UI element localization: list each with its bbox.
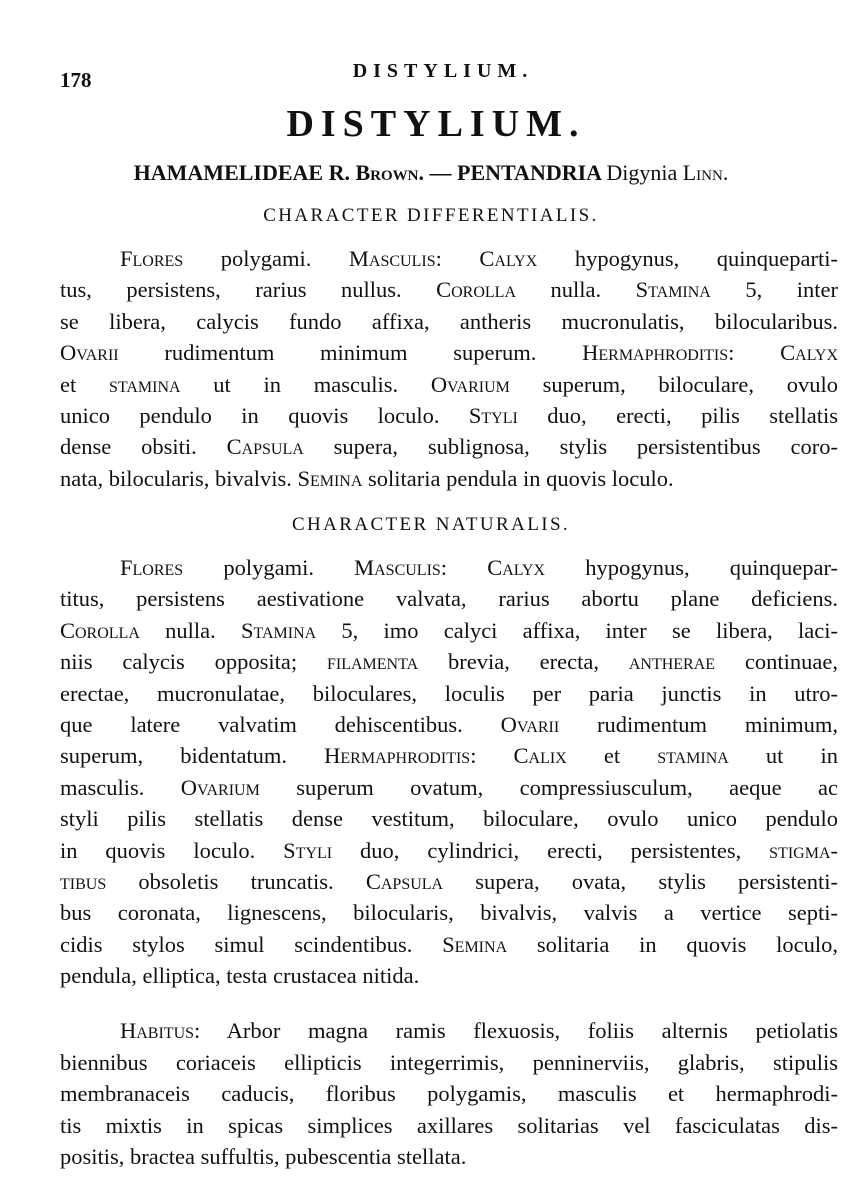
text-run: 5, inter [710, 277, 838, 303]
text-run: superum, bidentatum. [60, 743, 325, 769]
term-smallcaps: Semina [297, 465, 363, 491]
text-line [60, 243, 838, 274]
text-line [60, 400, 838, 431]
text-run: hypogynus, quinqueparti- [537, 246, 838, 271]
term-smallcaps: Hermaphroditis [582, 340, 729, 366]
text-line [60, 1078, 838, 1110]
term-smallcaps: Stamina [240, 617, 317, 643]
text-line [60, 835, 838, 866]
text-run: rudimentum minimum, [559, 711, 838, 737]
term-smallcaps: Calyx [780, 340, 838, 366]
order-author: Linn. [682, 160, 729, 185]
separator-dash: — [429, 160, 452, 185]
text-run: masculis. [60, 774, 181, 800]
term-smallcaps: Corolla [436, 277, 517, 303]
text-run: supera, ovata, stylis persistenti- [443, 868, 838, 894]
linnaean-order: Digynia [606, 160, 678, 185]
text-line [60, 929, 838, 960]
text-run: que latere valvatim dehiscentibus. [60, 711, 501, 737]
linnaean-class: PENTANDRIA [457, 160, 601, 185]
text-run: : [470, 743, 514, 769]
term-smallcaps: Ovarium [180, 774, 260, 800]
text-line [60, 274, 838, 305]
text-run: continuae, [715, 649, 838, 675]
text-run: ut in [728, 743, 838, 769]
text-run: obsoletis truncatis. [106, 868, 366, 894]
text-line [60, 960, 838, 991]
term-smallcaps: stamina [657, 743, 729, 769]
text-line [60, 646, 838, 677]
term-smallcaps: stigma- [769, 837, 838, 863]
text-run: unico pendulo in quovis loculo. [60, 402, 469, 428]
text-run: ut in masculis. [180, 371, 431, 397]
text-run: nulla. [516, 277, 636, 303]
text-run: bus coronata, lignescens, bilocularis, bivalvis, valvis a vertice septi- [60, 900, 838, 926]
text-run: pendula, elliptica, testa crustacea nitida. [60, 963, 420, 989]
text-run: et [566, 743, 658, 769]
text-run: polygami. [183, 555, 355, 580]
text-line [60, 709, 838, 740]
genus-title: DISTYLIUM. [286, 103, 586, 145]
term-smallcaps: Flores [120, 555, 184, 580]
character-differentialis-text [60, 243, 838, 494]
term-smallcaps: Ovarium [430, 371, 510, 397]
term-smallcaps: Ovarii [500, 711, 560, 737]
page-number: 178 [60, 68, 92, 92]
term-smallcaps: antherae [628, 649, 716, 675]
term-smallcaps: Stamina [635, 277, 711, 303]
term-smallcaps: Calix [513, 743, 567, 769]
text-run: cidis stylos simul scindentibus. [60, 931, 443, 957]
term-smallcaps: Flores [120, 246, 184, 271]
text-run: duo, erecti, pilis stellatis [517, 402, 838, 428]
term-smallcaps: Calyx [479, 246, 538, 271]
text-run: 5, imo calyci affixa, inter se libera, laci- [316, 617, 838, 643]
term-smallcaps: Corolla [60, 617, 140, 643]
running-header [0, 58, 862, 98]
text-run: duo, cylindrici, erecti, persistentes, [332, 837, 770, 863]
text-run: : [440, 555, 488, 580]
text-line [60, 1141, 838, 1173]
running-title: DISTYLIUM. [352, 60, 534, 82]
text-line [60, 866, 838, 897]
text-run: biennibus coriaceis ellipticis integerrimis, penninerviis, glabris, stipulis [60, 1049, 838, 1075]
term-smallcaps: Habitus [120, 1018, 195, 1043]
text-line [60, 897, 838, 928]
text-run: superum, biloculare, ovulo [509, 371, 838, 397]
text-line [60, 1047, 838, 1079]
text-line [60, 1015, 838, 1047]
text-run: positis, bractea suffultis, pubescentia stellata. [60, 1144, 467, 1170]
classification-line [0, 160, 862, 186]
text-run: solitaria pendula in quovis loculo. [362, 465, 674, 491]
text-line [60, 463, 838, 494]
heading-character-differentialis: CHARACTER DIFFERENTIALIS. [263, 205, 599, 226]
text-run: nata, bilocularis, bivalvis. [60, 465, 298, 491]
text-line [60, 369, 838, 400]
text-line [60, 615, 838, 646]
text-line [60, 803, 838, 834]
text-run: niis calycis opposita; [60, 649, 327, 675]
text-run: erectae, mucronulatae, biloculares, loculis per paria junctis in utro- [60, 680, 838, 706]
term-smallcaps: Styli [283, 837, 333, 863]
text-run: hypogynus, quinquepar- [545, 555, 838, 580]
text-line [60, 431, 838, 462]
text-line [60, 678, 838, 709]
term-smallcaps: stamina [108, 371, 181, 397]
text-run: polygami. [183, 246, 349, 271]
family-author: Brown. [355, 160, 425, 185]
text-run: brevia, erecta, [418, 649, 629, 675]
text-line [60, 337, 838, 368]
text-run: rudimentum minimum superum. [118, 340, 583, 366]
family-name: HAMAMELIDEAE [133, 160, 324, 185]
text-line [60, 740, 838, 771]
term-smallcaps: Masculis [354, 555, 441, 580]
term-smallcaps: filamenta [327, 649, 419, 675]
text-line [60, 583, 838, 614]
text-line [60, 1110, 838, 1142]
text-run: : [728, 340, 781, 366]
term-smallcaps: Ovarii [60, 340, 119, 366]
term-smallcaps: Hermaphroditis [324, 743, 471, 769]
text-line [60, 772, 838, 803]
text-run: nulla. [139, 617, 241, 643]
term-smallcaps: Capsula [365, 868, 444, 894]
term-smallcaps: Styli [468, 402, 518, 428]
text-run: dense obsiti. [60, 434, 227, 460]
character-naturalis-text [60, 552, 838, 991]
text-run: et [60, 371, 109, 397]
term-smallcaps: Capsula [226, 434, 304, 460]
text-run: styli pilis stellatis dense vestitum, biloculare, ovulo unico pendulo [60, 806, 838, 832]
term-smallcaps: Semina [442, 931, 508, 957]
text-run: titus, persistens aestivatione valvata, rarius abortu plane deficiens. [60, 586, 838, 612]
family-author-initial: R. [328, 160, 350, 185]
term-smallcaps: Calyx [487, 555, 546, 580]
heading-character-naturalis: CHARACTER NATURALIS. [291, 514, 571, 535]
text-run: in quovis loculo. [60, 837, 284, 863]
text-run: membranaceis caducis, floribus polygamis, masculis et hermaphrodi- [60, 1081, 838, 1107]
text-run: tis mixtis in spicas simplices axillares solitarias vel fasciculatas dis- [60, 1112, 838, 1138]
habitus-text [60, 1015, 838, 1173]
text-run: : [435, 246, 480, 271]
text-line [60, 306, 838, 337]
text-run: tus, persistens, rarius nullus. [60, 277, 437, 303]
term-smallcaps: tibus [60, 868, 107, 894]
text-run: supera, sublignosa, stylis persistentibus coro- [303, 434, 838, 460]
text-run: solitaria in quovis loculo, [507, 931, 838, 957]
text-run: superum ovatum, compressiusculum, aeque ac [259, 774, 838, 800]
term-smallcaps: Masculis [348, 246, 436, 271]
text-line [60, 552, 838, 583]
text-run: : Arbor magna ramis flexuosis, foliis alternis petiolatis [194, 1018, 838, 1043]
text-run: se libera, calycis fundo affixa, antheris mucronulatis, bilocularibus. [60, 308, 838, 334]
